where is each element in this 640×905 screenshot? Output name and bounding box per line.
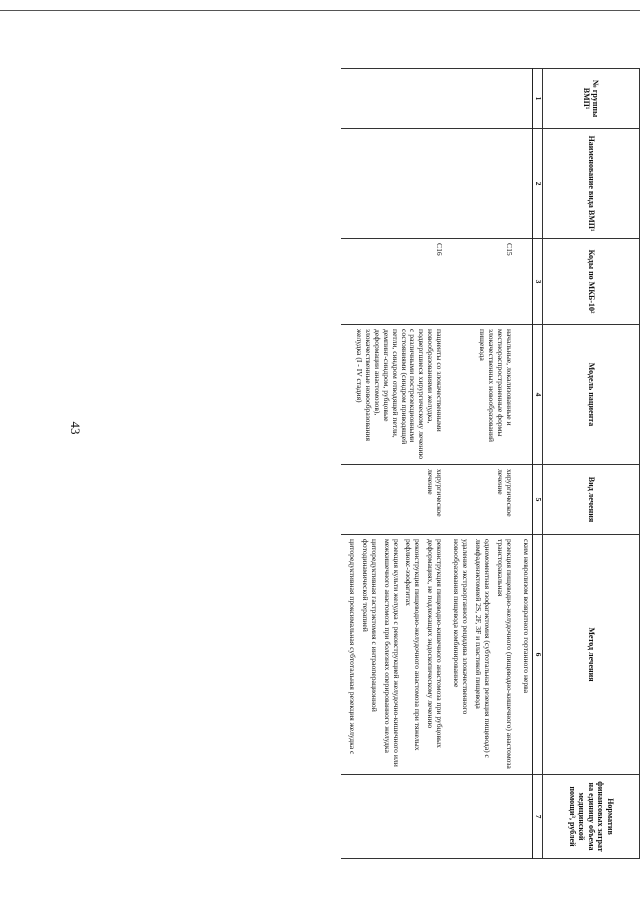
cell-name	[445, 129, 515, 239]
cell-group	[445, 69, 515, 129]
method-item: ским невролизом возвратного гортанного нерва	[522, 539, 531, 694]
cell-treatment-type: хирургическое лечение	[445, 465, 515, 535]
cell-group	[515, 69, 532, 129]
cell-treatment-type: хирургическое лечение	[341, 465, 446, 535]
cell-group	[341, 69, 446, 129]
method-item: резекция пищеводно-желудочного (пищеводно-кишечного) анастомоза трансторакальная	[496, 539, 515, 769]
column-number: 7	[533, 775, 543, 859]
table-row	[341, 69, 446, 859]
cell-method	[445, 535, 515, 775]
column-number: 4	[533, 325, 543, 465]
table-row	[445, 69, 515, 859]
cell-name	[515, 129, 532, 239]
col-header-model: Модель пациента	[543, 325, 640, 465]
cell-cost	[341, 775, 446, 859]
method-item: удаление экстраорганного рецидива злокачественного новообразования пищевода комбинированное	[452, 539, 471, 715]
header-row	[543, 69, 640, 859]
col-header-treatment-type: Вид лечения	[543, 465, 640, 535]
method-item: циторедуктивная гастрэктомия с интраоперационной фотодинамической терапией	[360, 539, 379, 712]
column-number: 2	[533, 129, 543, 239]
method-item: резекция культи желудка с реконструкцией желудочно-кишечного или межкишечного анастомоза при болезнях оперированного желудка	[382, 539, 401, 767]
cell-name	[341, 129, 446, 239]
col-header-method: Метод лечения	[543, 535, 640, 775]
cell-treatment-type	[515, 465, 532, 535]
cell-model: пациенты со злокачественными новообразованиями желудка, подвергшиеся хирургическому лечению с различными пострезекционными состояниями (синдром приводящей петли, синдром отводящей петли, демпинг-синдром, рубцовые деформации анастомозов), злокачественные новообразования желудка (I - IV стадия)	[341, 325, 446, 465]
method-item: реконструкция пищеводно-желудочного анастомоза при тяжелых рефлюкс-эзофагитах	[404, 539, 423, 751]
method-item: циторедуктивная проксимальная субтотальная резекция желудка с	[347, 539, 357, 755]
col-header-group: № группы ВМП¹	[543, 69, 640, 129]
method-item: реконструкция пищеводно-кишечного анастомоза при рубцовых деформациях, не подлежащих эндоскопическому лечению	[426, 539, 445, 748]
rotated-table-container	[170, 68, 640, 858]
cell-method	[515, 535, 532, 775]
column-number: 3	[533, 239, 543, 325]
cell-cost	[445, 775, 515, 859]
treatment-table	[341, 68, 640, 859]
table-row	[515, 69, 532, 859]
page-number: 43	[68, 421, 83, 435]
top-rule	[0, 10, 640, 11]
cell-icd: C16	[341, 239, 446, 325]
column-number: 6	[533, 535, 543, 775]
col-header-icd: Коды по МКБ-10²	[543, 239, 640, 325]
cell-icd: C15	[445, 239, 515, 325]
cell-method	[341, 535, 446, 775]
column-number-row	[533, 69, 543, 859]
column-number: 5	[533, 465, 543, 535]
col-header-cost: Норматив финансовых затрат на единицу объема медицинской помощи³, рублей	[543, 775, 640, 859]
cell-model	[515, 325, 532, 465]
column-number: 1	[533, 69, 543, 129]
col-header-name: Наименование вида ВМП¹	[543, 129, 640, 239]
cell-icd	[515, 239, 532, 325]
cell-model: начальные, локализованные и местнораспространенные формы злокачественных новообразований пищевода	[445, 325, 515, 465]
cell-cost	[515, 775, 532, 859]
method-item: одномоментная эзофагэктомия (субтотальная резекция пищевода) с лимфаденэктомией 2S, 2F, 3F и пластикой пищевода	[474, 539, 493, 758]
